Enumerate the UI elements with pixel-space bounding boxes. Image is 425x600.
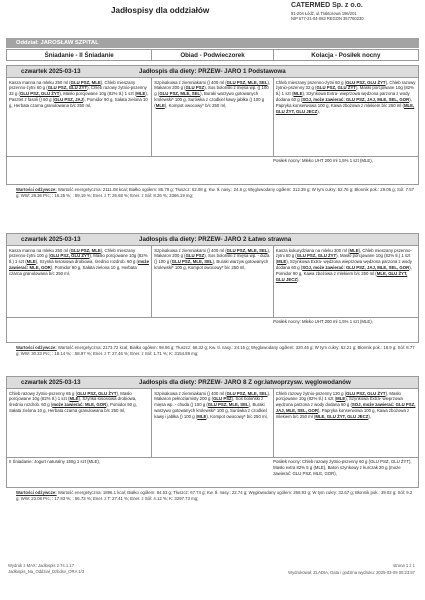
allergen-tag: MLE, GLU ŻYT, GLU JECZ	[275, 271, 408, 283]
menu-text: ), Szynkowa Extra- wędzona wieprzowa wędzona parzona z wody dodana 60 g (	[275, 259, 412, 271]
menu-text: ), Szynkowa Extra- wieprzowa wędzona parzona z wody dodana 60 g (	[275, 396, 403, 408]
menu-text: ), Masło extra 82% 5 g (	[273, 459, 412, 470]
allergen-tag: GLU PSZ, GLU ŻYT	[47, 85, 88, 91]
nutrition-summary	[6, 488, 419, 502]
footer-system-info	[8, 563, 84, 575]
company-name: CATERMED Sp. z o.o.	[291, 2, 363, 9]
footer-line-2: Jadłospis_Na_Oddział_Dzbdsv_ORA 1/3	[8, 569, 85, 574]
menu-text: ), Chleb razowy żytnio-pszenny 32 g (	[275, 79, 416, 91]
allergen-tag: GLU PSZ, MLE, SEL	[159, 91, 201, 97]
menu-text: ), Buraki warzywo gotowanych krolewski* 100 g, Surówka z czodkiel kawy i jabłka () 100 g (	[154, 402, 267, 420]
column-lunch: Obiad - Podwieczorek	[152, 50, 273, 60]
allergen-tag: GLU PSZ, GLU ŻYT	[346, 79, 386, 85]
menu-text: ), Masło porcjowane 10g (82% tł.) 1 szt (	[59, 91, 137, 97]
menu-text: ),	[370, 319, 373, 324]
menu-text: ), Makaron 200 g (	[154, 247, 271, 259]
footer-print-info	[265, 562, 415, 576]
column-headers	[6, 49, 419, 61]
allergen-tag: może zawierać: MLE, GOR	[52, 402, 107, 408]
footer-line-1: Wydruk z MAX: Jadłospis 2.74.1.17	[8, 563, 75, 568]
second-breakfast: II Śniadanie: Jogurt naturalny 150g 1 szt (MLE),	[9, 459, 101, 464]
allergen-tag: GLU PSZ, GLU ŻYT	[50, 253, 90, 259]
allergen-tag: MLE	[277, 259, 287, 265]
allergen-tag: GLU PSZ, MLE	[70, 247, 101, 253]
print-timestamp: Wydrukował: ZLADIA, Data i godzina wydruku: 2025-03-09 00:23:57	[288, 570, 415, 575]
allergen-tag: SOJ, może zawierać: GLU PSZ, JAJ, MLE, SEL, GOR	[275, 402, 416, 414]
menu-text: ), Kompot owocowy* b/c 250 ml,	[164, 103, 227, 109]
allergen-tag: GLU PSZ, JAJ	[54, 97, 84, 103]
menu-text: ), Makaron 200 g (	[154, 79, 271, 91]
page-number: strona 1 z 1	[393, 563, 415, 568]
menu-text: Kasza kukurydziana na mleku 300 ml (	[275, 247, 350, 253]
menu-text: ), Buraki warzyw gotowanych krolewski* 100 g, Kompot owocowy* b/c 250 ml,	[154, 259, 269, 271]
menu-text: ), Pomidor 90 g, Sałata zielona 10 g, Herbata czarna granulowana b/c 250 ml,	[9, 265, 137, 277]
night-meal	[273, 459, 416, 486]
column-breakfast: Śniadanie - II Śniadanie	[7, 50, 152, 60]
allergen-tag: może zawierać: MLE, GOR	[9, 259, 149, 271]
night-meal-row	[6, 157, 419, 185]
lunch-cell	[152, 246, 273, 317]
menu-text: ), Sos boloński z mięsa wp. () 100 g (	[154, 85, 269, 97]
night-meal	[273, 158, 416, 183]
menu-text: ),	[317, 109, 320, 115]
menu-text: ), Szynka łososiowa drobiowa, średnio rozdrob. 60 g (	[35, 259, 138, 265]
allergen-tag: MLE, GLU ŻYT, GLU JECZ	[315, 414, 369, 420]
allergen-tag: może zawierać: GLU PSZ, MLE, GOR	[273, 464, 401, 476]
menu-text: ), Sos boloński z mięsa wp. - chuda () 100 g (	[154, 396, 264, 408]
menu-text: ), Masło porcjowane 10g (82% tł.) 1 szt (	[275, 85, 414, 97]
dinner-cell	[274, 246, 418, 317]
allergen-tag: GLU PSZ, GLU ŻYT	[346, 390, 386, 396]
meal-row	[6, 77, 419, 157]
allergen-tag: MLE	[136, 91, 146, 97]
menu-text: ), Masło porcjowane 10g (82% tł.) 1 szt (	[275, 390, 401, 402]
nutrition-values: Wartość energetyczna: 1896.1 kcal; Białko ogółem: 84.53 g; Tłuszcz: 67.74 g; Kw. tł. nasy.: 22.74 g; Węglowodany ogółem: 268.93 g; W tym cukry: 32.67 g; Błonnik pok.: 39.02 g; Sól: 9.2 g; WW: 23.08 Prc; : 17.83 %; : 56.73 %; Ener. z T: 27.41 %; Ener. z Sól: 4.12 %; K: 3297.73 mg;	[16, 490, 413, 501]
menu-text: ), Masło porcjowane 10g (82% tł.) 1 szt (	[275, 253, 411, 265]
menu-text: ), Kompot owocowy* b/c 250 ml,	[206, 414, 268, 420]
diet-date: czwartek 2025-03-13	[21, 68, 81, 75]
diet-section-1	[6, 65, 419, 199]
menu-text: ),	[334, 470, 337, 476]
column-dinner: Kolacja - Posiłek nocny	[311, 52, 381, 59]
night-meal	[273, 319, 416, 341]
allergen-tag: MLE	[361, 158, 371, 163]
dinner-cell	[274, 78, 418, 156]
menu-text: ), Buraki warzywo gotowanych krolewski* 100 g, Surówka z czodkiel kawy jabłka () 100 g (	[154, 91, 265, 109]
allergen-tag: GLU PSZ	[213, 396, 232, 402]
menu-text: ), Papryka konserwowa 100 g, Kawa zbożowa z mlekiem b/c 250 ml (	[275, 97, 412, 109]
meal-row	[6, 245, 419, 318]
nutrition-label: Wartości odżywcze:	[16, 490, 57, 495]
menu-text: ), Chleb mieszany pszenno-żytni 100 g (	[9, 247, 136, 259]
breakfast-cell	[7, 78, 152, 156]
menu-text: Posiłek nocny: Chleb razowy żytnio-pszenny 60 g (	[273, 459, 371, 464]
diet-header	[6, 376, 419, 388]
document-header	[6, 2, 419, 42]
diet-title: Jadłospis dla diety: PRZEW- JARO 1 Podstawowa	[139, 68, 286, 75]
menu-text: ), Chleb mieszany pszenno-żytni 60 g (	[9, 79, 136, 91]
allergen-tag: GLU PSZ, GLU ŻYT	[296, 253, 337, 259]
allergen-tag: GLU PSZ	[185, 253, 205, 259]
allergen-tag: GLU PSZ, MLE, SEL	[226, 390, 268, 396]
allergen-tag: GLU PSZ, GLU ŻYT	[316, 85, 356, 91]
menu-text: Kasza manna na mleku 250 ml (	[9, 79, 71, 85]
diet-title: Jadłospis dla diety: PRZEW- JARO 8 Z ogr.łatwoprzysw. węglowodanów	[139, 379, 351, 386]
lunch-cell	[152, 78, 273, 156]
allergen-tag: MLE	[361, 319, 371, 324]
menu-text: Szpinakowa z ziemniakami () 400 ml (	[154, 390, 227, 396]
diet-title: Jadłospis dla diety: PRZEW- JARO 2 Łatwo strawna	[139, 236, 292, 243]
allergen-tag: SOJ, może zawierać: GLU PSZ, JAJ, MLE, SEL, GOR	[302, 265, 410, 271]
document-title: Jadłospisy dla oddziałów	[111, 6, 210, 15]
menu-text: ),	[370, 158, 373, 163]
company-ids: NIP 677-21-04-083 REGON 357760230	[291, 15, 364, 21]
menu-text: ), Szynkowa Extra- wieprzowa wędzona parzona z wody dodana 60 g (	[275, 91, 410, 103]
nutrition-label: Wartości odżywcze:	[16, 345, 57, 350]
menu-text: Chleb razowy żytnio-pszenny 130 g (	[275, 390, 347, 396]
diet-header	[6, 65, 419, 77]
menu-text: Chleb mieszany pszenno-żytni 60 g (	[275, 79, 347, 85]
nutrition-values: Wartość energetyczna: 2173.72 kcal; Białko ogółem: 98.56 g; Tłuszcz: 66.32 g; Kw. tł. nasy.: 24.15 g; Węglowodany ogółem: 320.46 g; W tym cukry: 62.21 g; Błonnik pok.: 18.9 g; Sól: 8.77 g; WW: 30.33 Prc; : 18.14 %; : 58.97 %; Ener. z T: 27.46 %; Ener. z Sól: 1.71 %; K: 3154.89 mg;	[16, 345, 415, 356]
allergen-tag: MLE	[314, 464, 324, 470]
night-meal-row	[6, 318, 419, 343]
department-bar: Oddział: JAROSŁAW SZPITAL	[6, 38, 419, 48]
allergen-tag: GLU PSZ, GLU ŻYT	[370, 459, 409, 464]
allergen-tag: GLU PSZ	[185, 85, 205, 91]
menu-text: ), Papryka konserwowa 100 g, Kawa zbożowa z mlekiem b/c 250 ml (	[275, 408, 410, 420]
nutrition-label: Wartości odżywcze:	[16, 187, 57, 192]
breakfast-cell	[7, 246, 152, 317]
lunch-cell	[152, 389, 273, 457]
menu-text: ), Pomidor 90 g, Sałata zielona 10 g, Herbata czarna granulowana b/c 250 ml,	[9, 402, 137, 414]
allergen-tag: MLE, GLU ŻYT, GLU JECZ	[275, 103, 415, 115]
diet-section-3	[6, 376, 419, 502]
menu-text: ), Szynka łososiowa drobiowa, średnio rozdrob. 60 g (	[9, 396, 137, 408]
dinner-cell	[274, 389, 418, 457]
allergen-tag: MLE	[26, 259, 36, 265]
menu-text: ), Masło porcjowane 10g (82% tł.) 1 szt (	[9, 253, 148, 265]
allergen-tag: SOJ, może zawierać: GLU PSZ, JAJ, MLE, SEL, GOR	[302, 97, 410, 103]
allergen-tag: MLE	[69, 396, 79, 402]
diet-date: czwartek 2025-03-13	[21, 236, 81, 243]
diet-section-2	[6, 233, 419, 357]
allergen-tag: MLE	[349, 247, 359, 253]
diet-header	[6, 233, 419, 245]
menu-text: ), Makaron pełnoziarnisty 200 g (	[154, 390, 271, 402]
allergen-tag: MLE	[197, 414, 207, 420]
menu-text: ), Pomidor 90 g, Sałata zielona 10 g, Herbata czarna granulowana b/c 250 ml,	[9, 97, 148, 109]
menu-text: ), Sos boloński z mięsa wp. - duża () 100 g (	[154, 253, 270, 265]
menu-text: ), Chleb razowy żytnio-pszenny 32 g (	[9, 85, 147, 97]
allergen-tag: GLU PSZ, MLE, SEL	[171, 259, 213, 265]
extra-meal-row	[6, 458, 419, 488]
menu-text: ),	[296, 277, 300, 283]
menu-text: Posiłek nocny: Mleko UHT 200 ml 1,5% 1 szt (	[273, 158, 362, 163]
menu-text: ), Pasztet z fasoli () 60 g (	[9, 91, 148, 103]
nutrition-summary	[6, 185, 419, 199]
allergen-tag: MLE	[155, 103, 165, 109]
menu-text: Szpinakowa z ziemniakami () 400 ml (	[154, 247, 227, 253]
menu-text: Kasza manna na mleku 250 ml (	[9, 247, 71, 253]
menu-text: Chleb razowy żytnio-pszenny 65 g (	[9, 390, 78, 396]
meal-row	[6, 388, 419, 458]
breakfast-cell	[7, 389, 152, 457]
diet-date: czwartek 2025-03-13	[21, 379, 81, 386]
company-address: 91-204 Łódź, ul.Traktorowa 196/201	[291, 10, 357, 16]
menu-text: ), Chleb mieszany pszenno-żytni 60 g (	[275, 247, 412, 259]
allergen-tag: GLU PSZ, GLU ŻYT	[77, 390, 117, 396]
allergen-tag: GLU PSZ, MLE, SEL	[226, 247, 268, 253]
menu-text: ), Pomidor 90 g, Kawa zbożowa z mlekiem b/c 250 ml (	[275, 265, 412, 277]
menu-text: Szpinakowa z ziemniakami () 400 ml (	[154, 79, 227, 85]
allergen-tag: GLU PSZ, MLE, SEL	[226, 79, 268, 85]
nutrition-summary	[6, 343, 419, 357]
menu-text: ), Baton szynkowy z kurczak 20 g (	[323, 464, 391, 470]
allergen-tag: GLU PSZ, GLU ŻYT	[20, 91, 60, 97]
menu-text: Posiłek nocny: Mleko UHT 200 ml 1,5% 1 szt (	[273, 319, 362, 324]
menu-text: ), Masło porcjowane 10g (82% tł.) 1 szt (	[9, 390, 132, 402]
nutrition-values: Wartość energetyczna: 2111.08 kcal; Białko ogółem: 85.78 g; Tłuszcz: 62.08 g; Kw. tł. nasy.: 24.8 g; Węglowodany ogółem: 312.39 g; W tym cukry: 52.76 g; Błonnik pok.: 29.05 g; Sól: 7.57 g; WW: 28.36 Prc; : 16.25 %; : 59.19 %; Ener. z T: 26.68 %; Ener. z Sól: 8.26 %; 3366.19 mg;	[16, 187, 414, 198]
allergen-tag: GLU PSZ, MLE, SEL	[207, 402, 249, 408]
menu-text: ),	[368, 414, 371, 420]
allergen-tag: MLE	[336, 396, 346, 402]
allergen-tag: GLU PSZ, MLE	[70, 79, 101, 85]
company-stamp	[291, 2, 421, 21]
allergen-tag: MLE	[293, 91, 303, 97]
